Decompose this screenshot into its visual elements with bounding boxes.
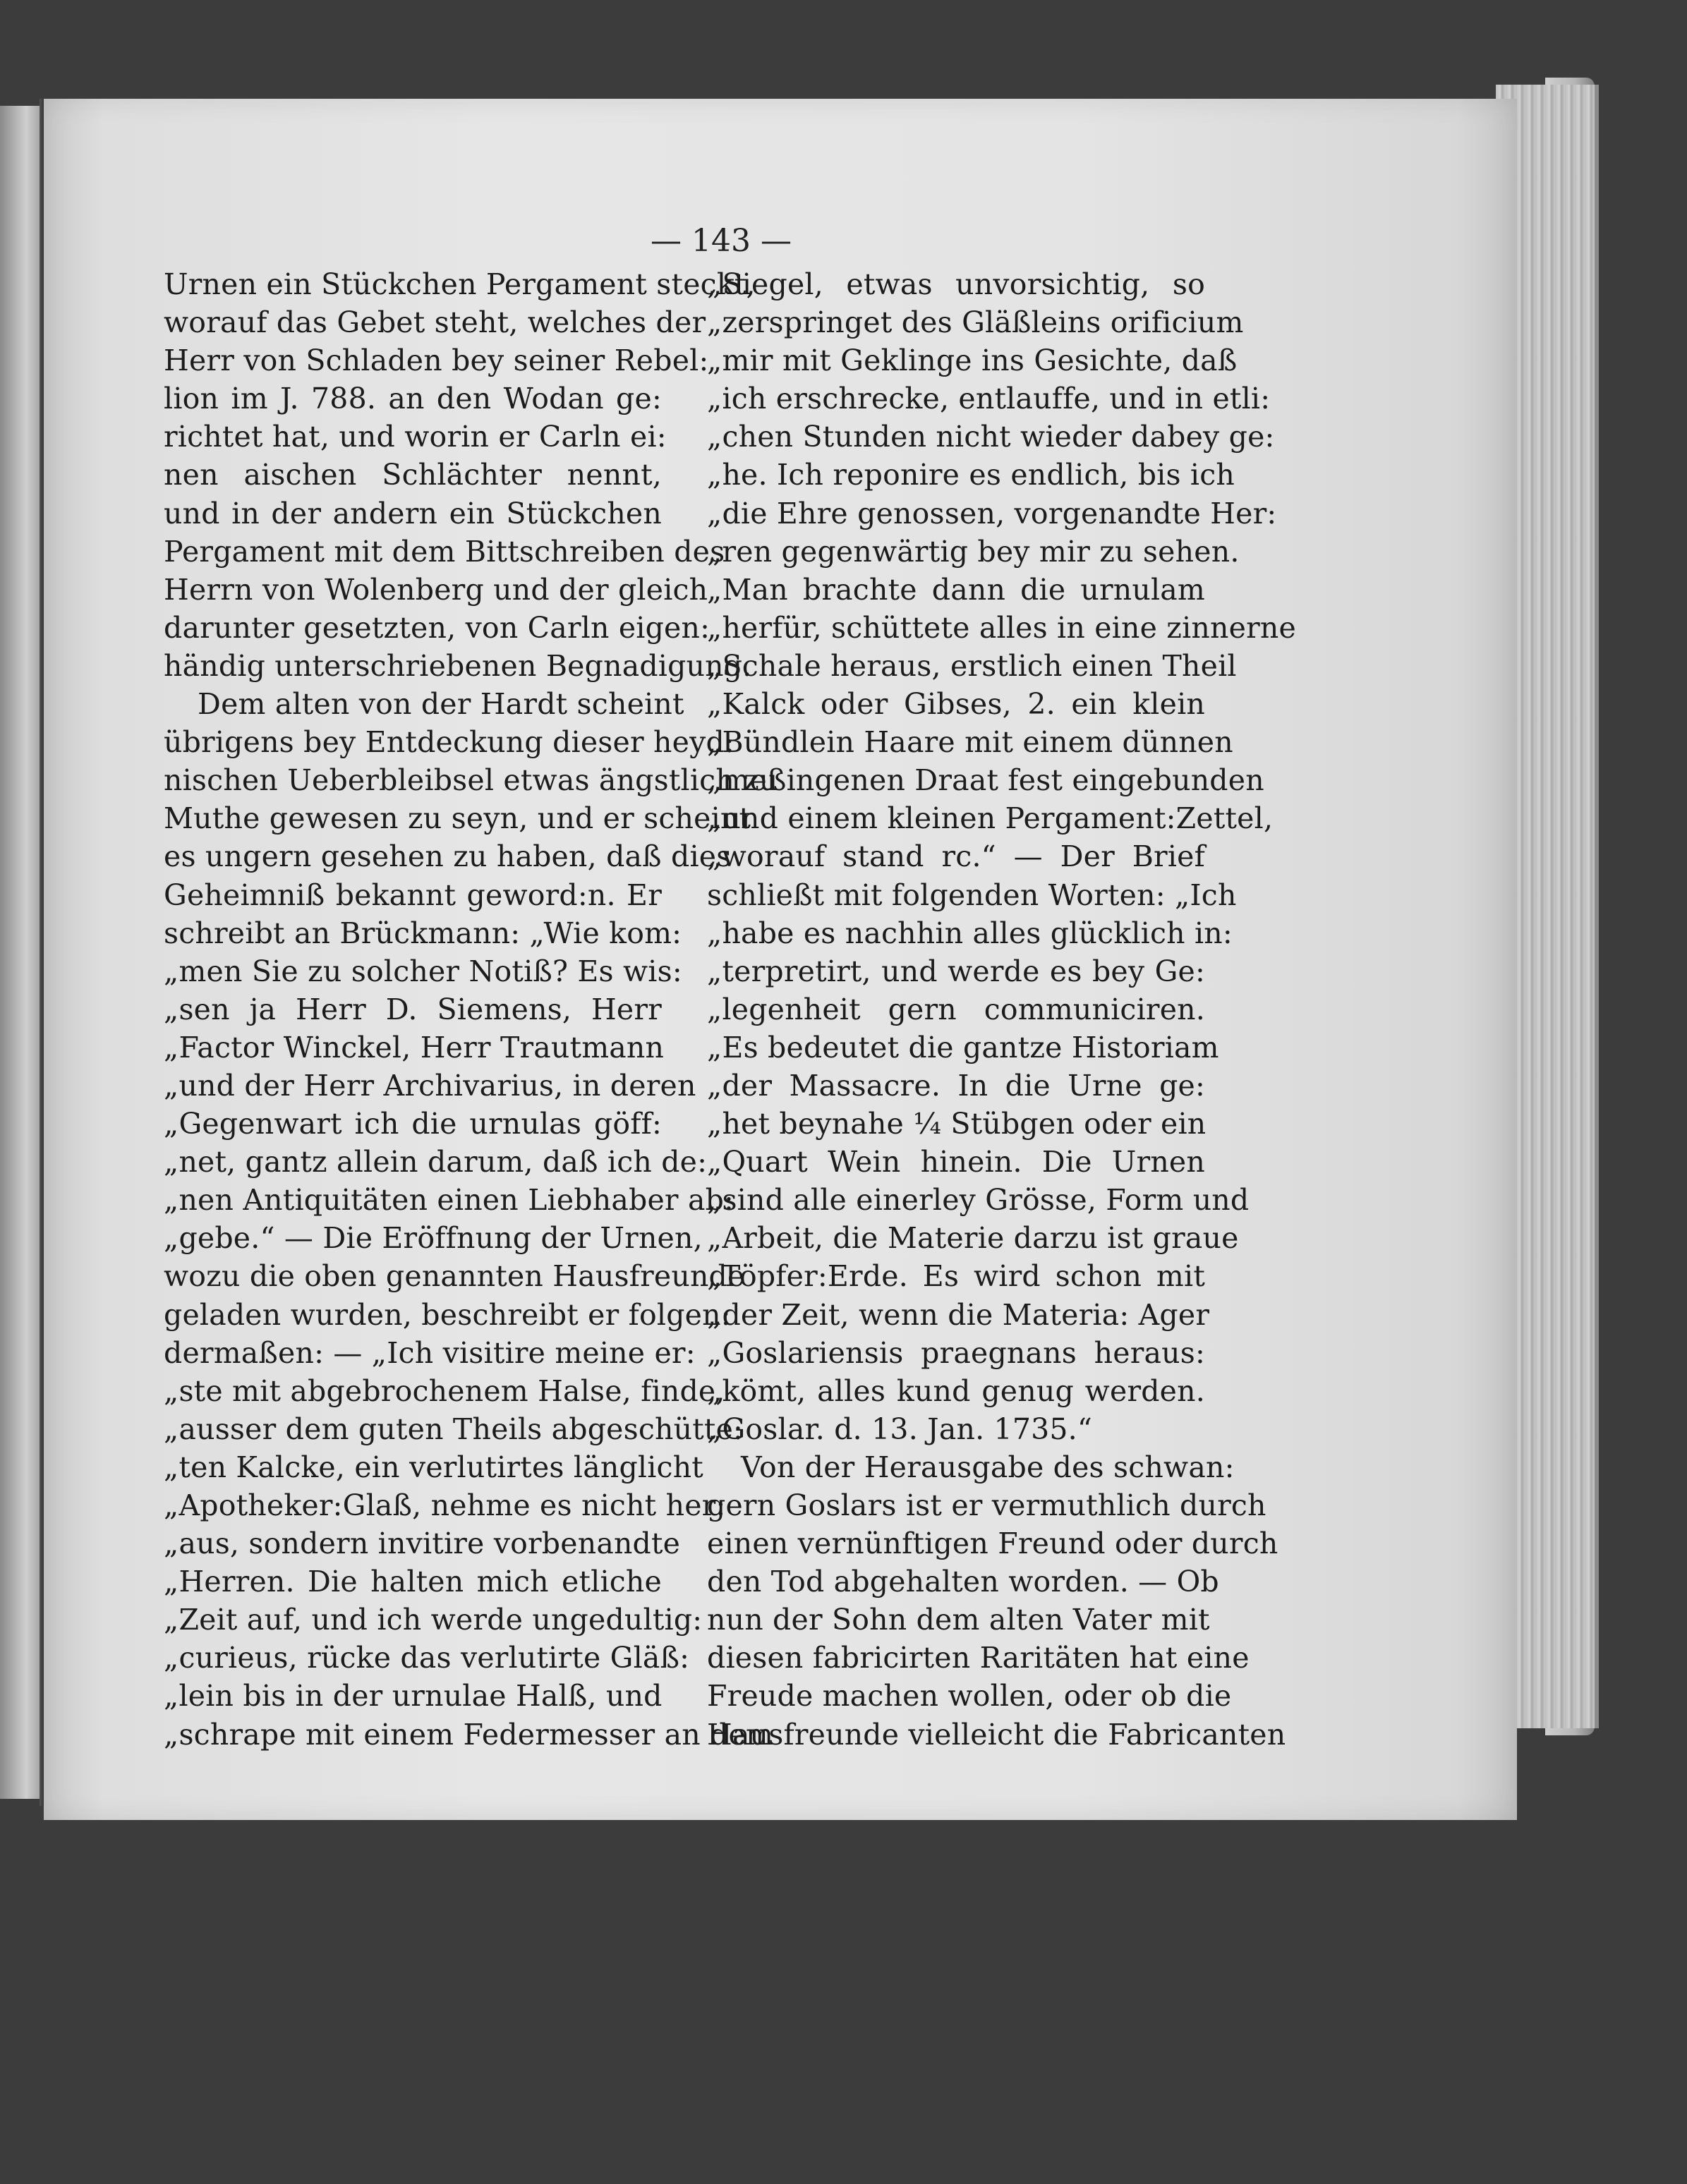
- text-line: „Zeit auf, und ich werde ungedultig:: [164, 1603, 703, 1637]
- text-line: „ten Kalcke, ein verlutirtes länglicht: [164, 1450, 703, 1484]
- text-line: darunter gesetzten, von Carln eigen:: [164, 610, 711, 645]
- text-line: wozu die oben genannten Hausfreunde: [164, 1259, 745, 1294]
- text-line: „curieus, rücke das verlutirte Gläß:: [164, 1641, 690, 1675]
- text-line: „Kalck oder Gibses, 2. ein klein: [707, 687, 1205, 722]
- text-line: geladen wurden, beschreibt er folgen:: [164, 1297, 731, 1332]
- text-line: Pergament mit dem Bittschreiben des: [164, 534, 725, 569]
- text-line: „Bündlein Haare mit einem dünnen: [707, 725, 1233, 760]
- text-line: „Factor Winckel, Herr Trautmann: [164, 1030, 665, 1064]
- text-line: Dem alten von der Hardt scheint: [198, 687, 684, 722]
- text-line: „Goslar. d. 13. Jan. 1735.“: [707, 1412, 1093, 1446]
- text-line: „sen ja Herr D. Siemens, Herr: [164, 992, 662, 1026]
- text-line: den Tod abgehalten worden. — Ob: [707, 1565, 1219, 1599]
- text-line: „chen Stunden nicht wieder dabey ge:: [707, 420, 1275, 454]
- text-line: „meßingenen Draat fest eingebunden: [707, 763, 1264, 798]
- text-line: „Apotheker:Glaß, nehme es nicht her:: [164, 1488, 726, 1522]
- text-line: „mir mit Geklinge ins Gesichte, daß: [707, 344, 1238, 378]
- text-line: nen aischen Schlächter nennt,: [164, 458, 662, 492]
- text-line: einen vernünftigen Freund oder durch: [707, 1527, 1278, 1561]
- text-line: „legenheit gern communiciren.: [707, 992, 1205, 1026]
- text-line: „die Ehre genossen, vorgenandte Her:: [707, 496, 1277, 530]
- text-line: „und der Herr Archivarius, in deren: [164, 1068, 696, 1103]
- page-number: — 143 —: [651, 223, 792, 259]
- text-line: „men Sie zu solcher Notiß? Es wis:: [164, 954, 682, 988]
- text-line: „ausser dem guten Theils abgeschütte:: [164, 1412, 744, 1446]
- text-line: „der Massacre. In die Urne ge:: [707, 1068, 1205, 1103]
- text-line: gern Goslars ist er vermuthlich durch: [707, 1488, 1266, 1522]
- text-line: „lein bis in der urnulae Halß, und: [164, 1679, 663, 1713]
- text-line: richtet hat, und worin er Carln ei:: [164, 420, 667, 454]
- text-line: Freude machen wollen, oder ob die: [707, 1679, 1232, 1713]
- text-line: „herfür, schüttete alles in eine zinnerne: [707, 610, 1296, 645]
- text-line: „ste mit abgebrochenem Halse, finde,: [164, 1373, 725, 1408]
- text-line: „Gegenwart ich die urnulas göff:: [164, 1107, 662, 1141]
- facing-page-edge: [0, 106, 44, 1799]
- text-line: „aus, sondern invitire vorbenandte: [164, 1527, 681, 1561]
- text-line: „he. Ich reponire es endlich, bis ich: [707, 458, 1235, 492]
- text-line: Geheimniß bekannt geword:n. Er: [164, 878, 662, 912]
- text-line: dermaßen: — „Ich visitire meine er:: [164, 1335, 696, 1370]
- text-line: Muthe gewesen zu seyn, und er scheint: [164, 801, 751, 836]
- text-line: „Herren. Die halten mich etliche: [164, 1565, 662, 1599]
- text-line: „net, gantz allein darum, daß ich de:: [164, 1145, 708, 1179]
- text-line: „nen Antiquitäten einen Liebhaber ab:: [164, 1183, 734, 1218]
- text-line: „Man brachte dann die urnulam: [707, 572, 1205, 607]
- text-line: „worauf stand rc.“ — Der Brief: [707, 839, 1205, 874]
- text-line: „kömt, alles kund genug werden.: [707, 1373, 1205, 1408]
- text-line: „Töpfer:Erde. Es wird schon mit: [707, 1259, 1205, 1294]
- text-line: nun der Sohn dem alten Vater mit: [707, 1603, 1210, 1637]
- text-line: „ren gegenwärtig bey mir zu sehen.: [707, 534, 1240, 569]
- text-line: „terpretirt, und werde es bey Ge:: [707, 954, 1205, 988]
- text-line: „und einem kleinen Pergament:Zettel,: [707, 801, 1274, 836]
- text-line: „der Zeit, wenn die Materia: Ager: [707, 1297, 1210, 1332]
- right-text-column: [707, 265, 1296, 2184]
- text-line: lion im J. 788. an den Wodan ge:: [164, 382, 662, 416]
- text-line: Hausfreunde vielleicht die Fabricanten: [707, 1717, 1286, 1752]
- text-line: „sind alle einerley Grösse, Form und: [707, 1183, 1250, 1218]
- text-line: Herr von Schladen bey seiner Rebel:: [164, 344, 709, 378]
- text-line: „habe es nachhin alles glücklich in:: [707, 916, 1233, 950]
- text-line: „Goslariensis praegnans heraus:: [707, 1335, 1205, 1370]
- text-line: worauf das Gebet steht, welches der: [164, 305, 706, 340]
- text-line: „Quart Wein hinein. Die Urnen: [707, 1145, 1205, 1179]
- text-line: schließt mit folgenden Worten: „Ich: [707, 878, 1237, 912]
- text-line: „Es bedeutet die gantze Historiam: [707, 1030, 1219, 1064]
- text-line: schreibt an Brückmann: „Wie kom:: [164, 916, 682, 950]
- text-line: „Arbeit, die Materie darzu ist graue: [707, 1221, 1239, 1256]
- text-line: „zerspringet des Gläßleins orificium: [707, 305, 1244, 340]
- text-line: und in der andern ein Stückchen: [164, 496, 662, 530]
- text-line: „het beynahe ¼ Stübgen oder ein: [707, 1107, 1207, 1141]
- text-line: „Schale heraus, erstlich einen Theil: [707, 648, 1237, 683]
- book-page: [44, 99, 1517, 1820]
- text-line: „ich erschrecke, entlauffe, und in etli:: [707, 382, 1271, 416]
- text-line: „schrape mit einem Federmesser an dem: [164, 1717, 774, 1752]
- text-line: diesen fabricirten Raritäten hat eine: [707, 1641, 1250, 1675]
- text-line: Herrn von Wolenberg und der gleich: [164, 572, 708, 607]
- text-line: übrigens bey Entdeckung dieser heyd:: [164, 725, 734, 760]
- text-line: „gebe.“ — Die Eröffnung der Urnen,: [164, 1221, 703, 1256]
- text-line: nischen Ueberbleibsel etwas ängstlich zu: [164, 763, 778, 798]
- text-line: händig unterschriebenen Begnadigung.: [164, 648, 752, 683]
- text-line: „Siegel, etwas unvorsichtig, so: [707, 267, 1205, 301]
- text-line: es ungern gesehen zu haben, daß dies: [164, 839, 732, 874]
- text-line: Urnen ein Stückchen Pergament steckt,: [164, 267, 756, 301]
- text-line: Von der Herausgabe des schwan:: [741, 1450, 1235, 1484]
- left-text-column: [164, 265, 778, 2184]
